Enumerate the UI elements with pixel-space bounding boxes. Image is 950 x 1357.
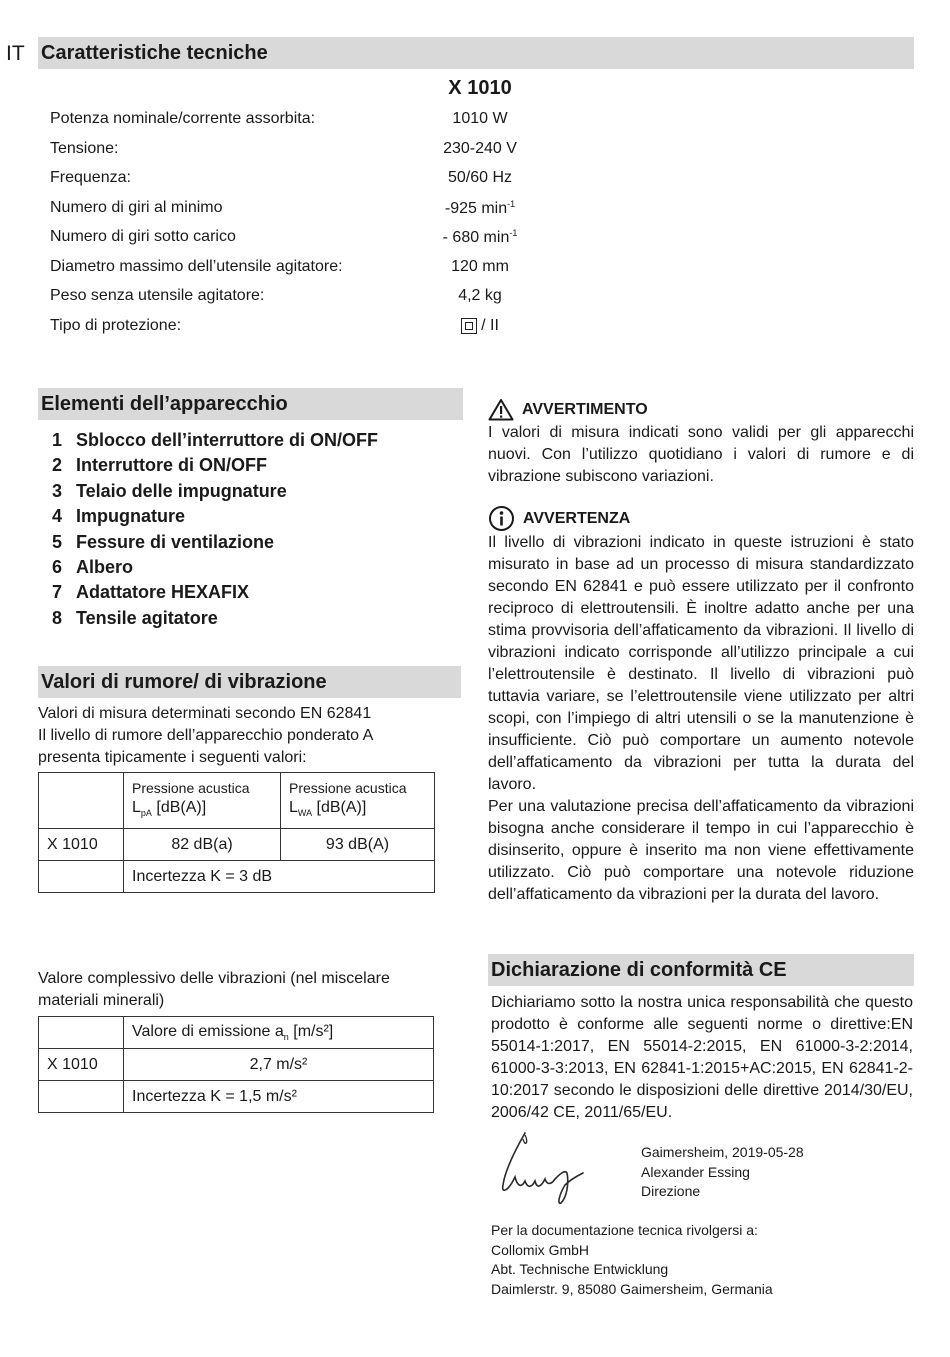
spec-value: 4,2 kg [458, 287, 502, 304]
list-item: 5 Fessure di ventilazione [52, 531, 275, 552]
notice-box [488, 505, 914, 906]
spec-label: Tensione: [50, 140, 119, 157]
spec-value: - 680 $\min^{-1}$ [442, 228, 518, 246]
technical-documentation-contact: Per la documentazione tecnica rivolgersi a: Collomix GmbH Abt. Technische Entwicklung Daimlerstr. 9, 85080 Gaimersheim, Germania [491, 1222, 773, 1297]
table-row: Incertezza K = 3 dB [39, 861, 435, 893]
list-item: 1 Sblocco dell’interruttore di ON/OFF [52, 430, 379, 450]
noise-heading: Valori di rumore/ di vibrazione [38, 666, 461, 698]
list-item: 2 Interruttore di ON/OFF [52, 455, 267, 476]
table-header: Pressione acustica $L_{pA}$ [dB(A)] [124, 773, 281, 829]
spec-label: Peso senza utensile agitatore: [50, 287, 265, 304]
vibration-intro: Valore complessivo delle vibrazioni (nel miscelare materiali minerali) [38, 970, 390, 1009]
table-header: Pressione acustica $L_{WA}$ [dB(A)] [281, 773, 435, 829]
protection-class-square-icon [461, 318, 477, 334]
spec-value: 50/60 Hz [447, 169, 513, 186]
noise-intro: Valori di misura determinati secondo EN 62841 Il livello di rumore dell’apparecchio ponderato A presenta tipicamente i seguenti valori: [38, 705, 374, 766]
spec-value: / II [400, 317, 560, 335]
spec-value: 230-240 V [443, 140, 517, 157]
warning-title: AVVERTIMENTO [522, 400, 648, 418]
spec-value: 1010 W [452, 110, 508, 127]
notice-text: Il livello di vibrazioni indicato in queste istruzioni è stato misurato in base ad un processo di misura standardizzato secondo EN 62841 e può essere utilizzato per il confronto reciproco di elettroutensili. È inoltre adatto anche per una stima provvisoria dell’affaticamento da vibrazioni. Il livello di vibrazioni indicato corrisponde all’utilizzo principale a cui l’elettroutensile è destinato. Il livello di vibrazioni può tuttavia variare, se l’elettroutensile viene utilizzato per altri scopi, con l’impiego di altri utensili o se la manutenzione è insufficiente. Ciò può comportare un aumento notevole dell’affaticamento da vibrazioni per tutta la durata del lavoro. [488, 534, 914, 793]
spec-label: Numero di giri sotto carico [50, 228, 236, 245]
table-row: X 1010 82 dB(a) 93 dB(A) [39, 829, 435, 861]
spec-label: Tipo di protezione: [50, 317, 182, 334]
info-circle-icon [488, 505, 515, 532]
spec-label: Potenza nominale/corrente assorbita: [50, 110, 316, 127]
elements-heading: Elementi dell’apparecchio [38, 388, 463, 420]
list-item: 8 Tensile agitatore [52, 607, 218, 628]
list-item: 3 Telaio delle impugnature [52, 480, 287, 501]
table-row: Incertezza K = 1,5 m/s² [39, 1081, 434, 1113]
notice-text: Per una valutazione precisa dell’affaticamento da vibrazioni bisogna anche considerare il tempo in cui l’apparecchio è disinserito, oppure è inserito ma non viene effettivamente utilizzato. Ciò può comportare una notevole riduzione dell’affaticamento da vibrazioni per la durata del lavoro. [488, 798, 914, 903]
ce-text: Dichiariamo sotto la nostra unica responsabilità che questo prodotto è conforme alle seguenti norme o direttive:EN 55014-1:2017, EN 55014-2:2015, EN 61000-3-2:2014, 61000-3-3:2013, EN 62841-1:2015+AC:2015, EN 62841-2-10:2017 secondo le disposizioni delle direttive 2014/30/EU, 2006/42 CE, 2011/65/EU. [491, 994, 913, 1121]
spec-label: Diametro massimo dell’utensile agitatore: [50, 258, 343, 275]
warning-text: I valori di misura indicati sono validi per gli apparecchi nuovi. Con l’utilizzo quotidiano i valori di rumore e di vibrazione subiscono variazioni. [488, 424, 914, 485]
spec-label: Frequenza: [50, 169, 131, 186]
elements-list [52, 430, 378, 633]
model-name: X 1010 [448, 77, 512, 99]
list-item: 7 Adattatore HEXAFIX [52, 582, 250, 603]
table-header: Valore di emissione $a_n$ [m/s²] [124, 1017, 434, 1049]
table-row: X 1010 2,7 m/s² [39, 1049, 434, 1081]
vibration-table [38, 1016, 434, 1113]
warning-triangle-icon [488, 398, 514, 421]
signatory-block: Gaimersheim, 2019-05-28 Alexander Essing Direzione [641, 1144, 804, 1199]
spec-value: -925 $\min^{-1}$ [444, 199, 516, 217]
tech-specs-heading: Caratteristiche tecniche [38, 37, 914, 69]
spec-value: 120 mm [451, 258, 509, 275]
spec-label: Numero di giri al minimo [50, 199, 223, 216]
signature-image [495, 1125, 595, 1215]
list-item: 6 Albero [52, 556, 134, 577]
ce-heading: Dichiarazione di conformità CE [488, 954, 914, 986]
notice-title: AVVERTENZA [523, 509, 631, 527]
language-tag: IT [6, 42, 25, 65]
noise-table [38, 772, 435, 893]
warning-box [488, 398, 914, 488]
list-item: 4 Impugnature [52, 506, 186, 527]
